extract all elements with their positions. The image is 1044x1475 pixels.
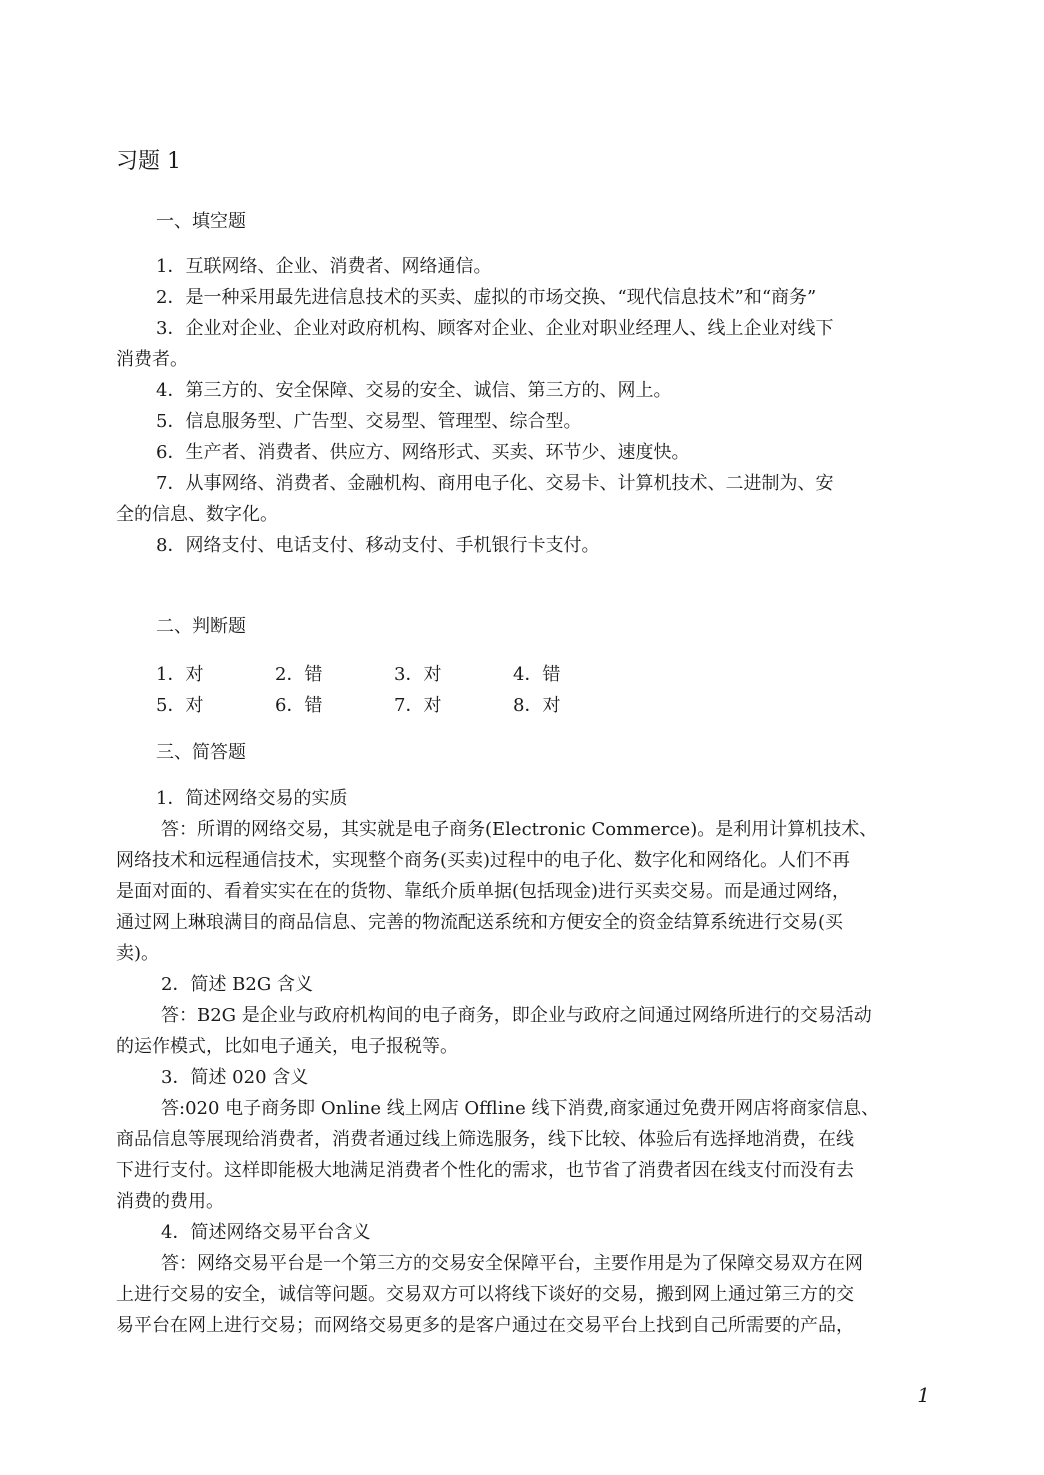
page-number: 1 xyxy=(917,1383,930,1407)
fill-item-6: 6．生产者、消费者、供应方、网络形式、买卖、环节少、速度快。 xyxy=(156,442,690,463)
answer-3-line-1: 答:020 电子商务即 Online 线上网店 Offline 线下消费,商家通过免费开网店将商家信息、 xyxy=(161,1098,880,1119)
answer-4-line-3: 易平台在网上进行交易；而网络交易更多的是客户通过在交易平台上找到自己所需要的产品， xyxy=(116,1315,854,1336)
judge-answer-7: 7．对 xyxy=(394,695,442,716)
judge-answer-1: 1．对 xyxy=(156,664,204,685)
question-3: 3．简述 020 含义 xyxy=(161,1067,309,1088)
answer-1-line-1: 答：所谓的网络交易，其实就是电子商务(Electronic Commerce)。是利用计算机技术、 xyxy=(161,819,878,840)
fill-item-7-cont: 全的信息、数字化。 xyxy=(116,504,278,525)
judge-heading: 二、判断题 xyxy=(156,616,246,637)
answer-1-line-3: 是面对面的、看着实实在在的货物、靠纸介质单据(包括现金)进行买卖交易。而是通过网络， xyxy=(116,881,851,902)
page-title: 习题 1 xyxy=(116,149,181,174)
fill-heading: 一、填空题 xyxy=(156,211,246,232)
answer-4-line-2: 上进行交易的安全，诚信等问题。交易双方可以将线下谈好的交易，搬到网上通过第三方的交 xyxy=(116,1284,854,1305)
judge-answer-3: 3．对 xyxy=(394,664,442,685)
answer-2-line-2: 的运作模式，比如电子通关，电子报税等。 xyxy=(116,1036,458,1057)
fill-item-3: 3．企业对企业、企业对政府机构、顾客对企业、企业对职业经理人、线上企业对线下 xyxy=(156,318,834,339)
fill-item-3-cont: 消费者。 xyxy=(116,349,188,370)
question-1: 1．简述网络交易的实质 xyxy=(156,788,348,809)
judge-row-2 xyxy=(156,691,632,717)
answer-3-line-3: 下进行支付。这样即能极大地满足消费者个性化的需求，也节省了消费者因在线支付而没有去 xyxy=(116,1160,854,1181)
fill-item-2: 2．是一种采用最先进信息技术的买卖、虚拟的市场交换、“现代信息技术”和“商务” xyxy=(156,287,817,308)
answer-3-line-2: 商品信息等展现给消费者，消费者通过线上筛选服务，线下比较、体验后有选择地消费，在线 xyxy=(116,1129,854,1150)
answer-1-line-5: 卖)。 xyxy=(116,943,160,964)
question-4: 4．简述网络交易平台含义 xyxy=(161,1222,371,1243)
answer-4-line-1: 答：网络交易平台是一个第三方的交易安全保障平台，主要作用是为了保障交易双方在网 xyxy=(161,1253,863,1274)
fill-item-7: 7．从事网络、消费者、金融机构、商用电子化、交易卡、计算机技术、二进制为、安 xyxy=(156,473,834,494)
fill-item-5: 5．信息服务型、广告型、交易型、管理型、综合型。 xyxy=(156,411,582,432)
judge-answer-2: 2．错 xyxy=(275,664,323,685)
answer-3-line-4: 消费的费用。 xyxy=(116,1191,224,1212)
answer-2-line-1: 答：B2G 是企业与政府机构间的电子商务，即企业与政府之间通过网络所进行的交易活动 xyxy=(161,1005,872,1026)
fill-item-1: 1．互联网络、企业、消费者、网络通信。 xyxy=(156,256,492,277)
question-2: 2．简述 B2G 含义 xyxy=(161,974,313,995)
answer-1-line-4: 通过网上琳琅满目的商品信息、完善的物流配送系统和方便安全的资金结算系统进行交易(买 xyxy=(116,912,844,933)
judge-answer-8: 8．对 xyxy=(513,695,561,716)
judge-answer-5: 5．对 xyxy=(156,695,204,716)
judge-answer-6: 6．错 xyxy=(275,695,323,716)
judge-answer-4: 4．错 xyxy=(513,664,561,685)
fill-item-4: 4．第三方的、安全保障、交易的安全、诚信、第三方的、网上。 xyxy=(156,380,672,401)
judge-row-1 xyxy=(156,660,632,686)
fill-item-8: 8．网络支付、电话支付、移动支付、手机银行卡支付。 xyxy=(156,535,600,556)
answer-1-line-2: 网络技术和远程通信技术，实现整个商务(买卖)过程中的电子化、数字化和网络化。人们不再 xyxy=(116,850,851,871)
short-heading: 三、简答题 xyxy=(156,742,246,763)
